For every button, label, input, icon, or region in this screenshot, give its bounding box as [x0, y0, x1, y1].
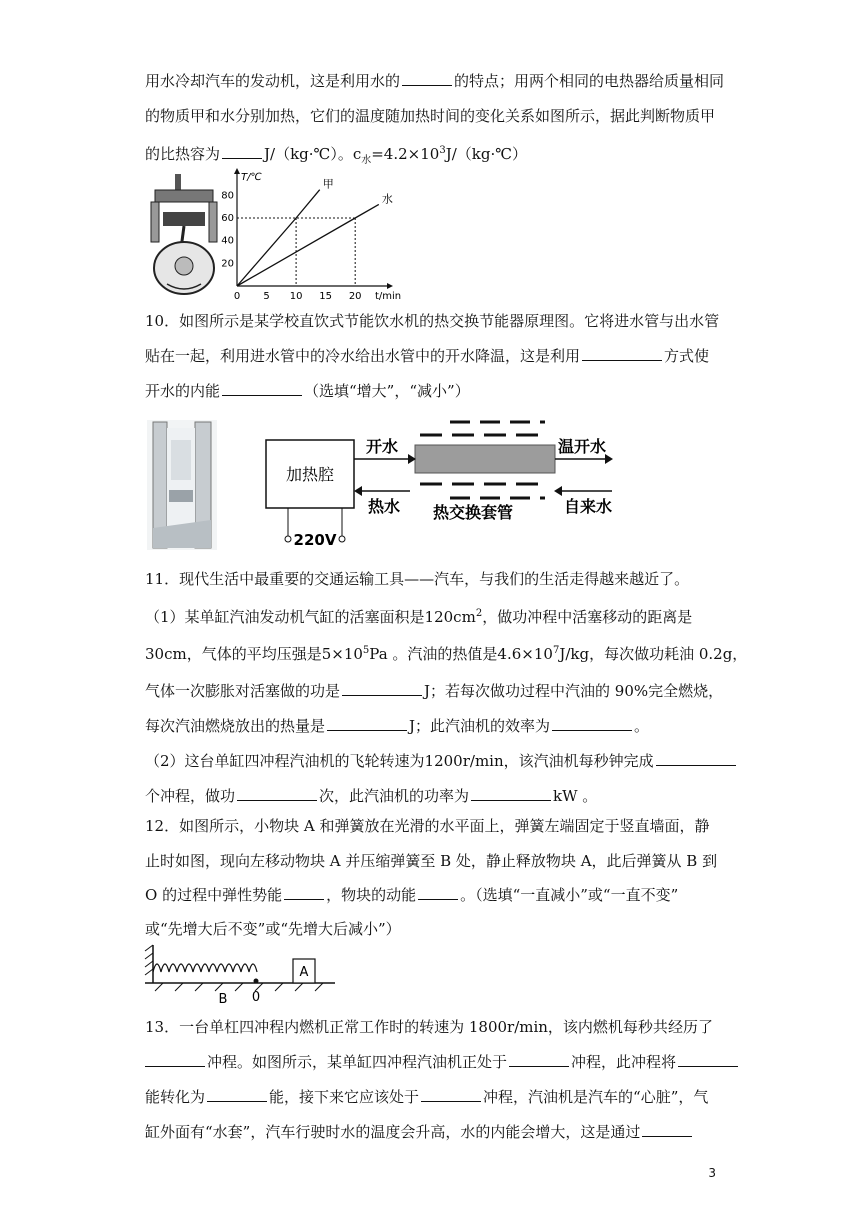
- q11-line-3: 30cm，气体的平均压强是$5\times 10^5Pa$ 。汽油的热值是$4.6\times 10^7J/kg$，每次做功耗油 0.2g，: [145, 645, 748, 663]
- q11-line-6: （2）这台单缸四冲程汽油机的飞轮转速为1200r/min，该汽油机每秒钟完成: [145, 750, 720, 772]
- heat-exchanger-diagram: [260, 418, 620, 550]
- q11-line-5: 每次汽油燃烧放出的热量是 J；此汽油机的效率为 。: [145, 717, 650, 735]
- q10-line-2: 贴在一起，利用进水管中的冷水给出水管中的开水降温，这是利用 方式使: [145, 347, 710, 365]
- x-tick-label: 5: [263, 291, 270, 302]
- q10-line-1: 10．如图所示是某学校直饮式节能饮水机的热交换节能器原理图。它将进水管与出水管: [145, 312, 720, 330]
- warm-water-label: 温开水: [557, 437, 607, 456]
- series-line-jia: [237, 190, 320, 286]
- engine-figure: [145, 172, 225, 300]
- x-axis-arrow: [387, 283, 393, 289]
- page-number: 3: [708, 1166, 716, 1180]
- spring-block-figure: [145, 945, 335, 1005]
- y-tick-label: 60: [221, 213, 234, 224]
- temperature-time-chart: [221, 168, 402, 303]
- y-axis-arrow: [234, 168, 240, 174]
- q13-line-2: 冲程。如图所示，某单缸四冲程汽油机正处于 冲程，此冲程将: [145, 1051, 720, 1073]
- heating-chamber-label: 加热腔: [285, 465, 335, 484]
- q9-line-2: 的物质甲和水分别加热，它们的温度随加热时间的变化关系如图所示，据此判断物质甲: [145, 107, 716, 125]
- series-label-jia: 甲: [322, 177, 334, 191]
- y-tick-label: 40: [221, 235, 234, 247]
- hot-water-out-label: 开水: [365, 437, 399, 456]
- block-a-label: A: [299, 965, 309, 980]
- q10-line-3: 开水的内能 （选填“增大”，“减小”）: [145, 382, 470, 400]
- point-b-label: B: [218, 992, 228, 1007]
- q9-line-1: 用水冷却汽车的发动机，这是利用水的 的特点；用两个相同的电热器给质量相同: [145, 72, 725, 90]
- q9-line-3: 的比热容为 J/（kg·℃）。$c_水=4.2\times 10^3J/(kg\cdot℃)$: [145, 145, 528, 166]
- x-tick-label: 0: [233, 291, 241, 302]
- q11-line-7: 个冲程，做功 次，此汽油机的功率为 kW 。: [145, 787, 598, 805]
- heat-exchange-sleeve-label: 热交换套管: [432, 503, 514, 522]
- y-tick-label: 80: [221, 190, 234, 202]
- q11-line-4: 气体一次膨胀对活塞做的功是 J；若每次做功过程中汽油的 90%完全燃烧，: [145, 682, 724, 700]
- hot-water-in-label: 热水: [367, 497, 401, 516]
- q12-line-2: 止时如图，现向左移动物块 A 并压缩弹簧至 B 处，静止释放物块 A，此后弹簧从 B 到: [145, 852, 718, 870]
- series-line-water: [237, 204, 379, 286]
- point-o-label: 0: [251, 990, 261, 1005]
- tap-water-label: 自来水: [563, 497, 613, 516]
- q11-line-2: （1）某单缸汽油发动机气缸的活塞面积是$120cm^2$，做功冲程中活塞移动的距离是: [145, 608, 693, 626]
- y-tick-label: 20: [221, 258, 234, 270]
- q12-line-3: O 的过程中弹性势能 ，物块的动能 。（选填“一直减小”或“一直不变”: [145, 886, 679, 904]
- series-label-water: 水: [381, 192, 393, 206]
- x-tick-label: 20: [348, 291, 362, 302]
- water-dispenser-photo: [147, 420, 217, 550]
- y-axis-label: T/℃: [241, 172, 262, 183]
- x-tick-label: 10: [289, 291, 303, 302]
- x-axis-label: t/min: [375, 291, 402, 302]
- q13-line-1: 13．一台单杠四冲程内燃机正常工作时的转速为 1800r/min，该内燃机每秒共经历了: [145, 1018, 713, 1036]
- voltage-label: 220V: [293, 531, 337, 549]
- q13-line-4: 缸外面有“水套”，汽车行驶时水的温度会升高，水的内能会增大，这是通过: [145, 1121, 720, 1143]
- q12-line-1: 12．如图所示，小物块 A 和弹簧放在光滑的水平面上，弹簧左端固定于竖直墙面，静: [145, 817, 710, 835]
- x-tick-label: 15: [319, 291, 333, 302]
- q13-line-3: 能转化为 能，接下来它应该处于 冲程，汽油机是汽车的“心脏”，气: [145, 1088, 709, 1106]
- q12-line-4: 或“先增大后不变”或“先增大后减小”）: [145, 920, 401, 938]
- q11-line-1: 11．现代生活中最重要的交通运输工具——汽车，与我们的生活走得越来越近了。: [145, 570, 690, 588]
